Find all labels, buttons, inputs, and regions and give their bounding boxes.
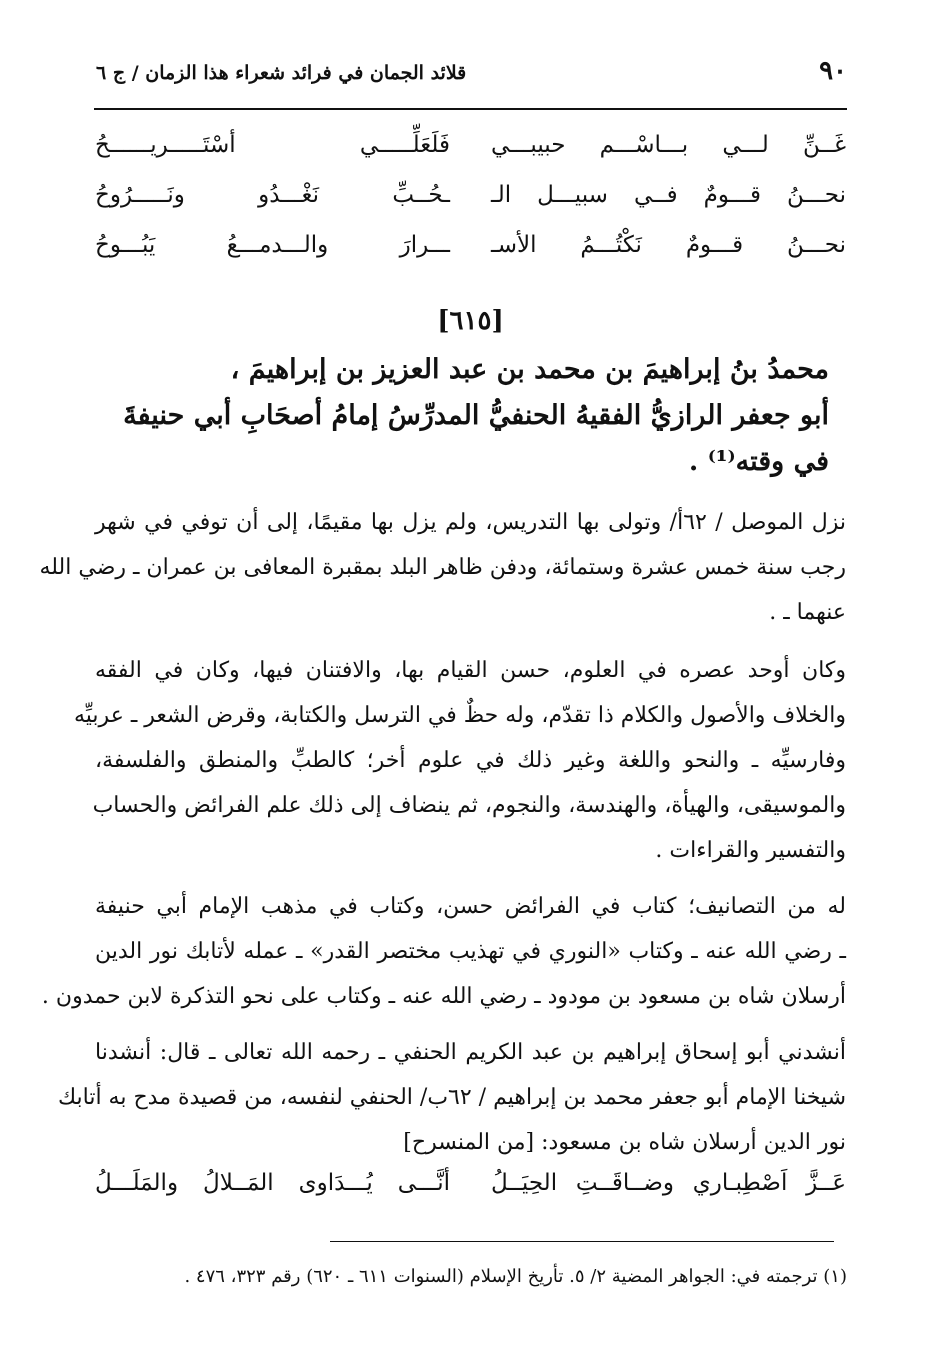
running-header-title: قلائد الجمان في فرائد شعراء هذا الزمان / ج ٦ — [96, 62, 467, 84]
entry-number: [٦١٥] — [437, 306, 504, 336]
header-rule — [94, 108, 847, 110]
paragraph-recitation — [57, 1030, 846, 1165]
final-verse-line — [95, 1170, 846, 1210]
text-line: وفارسيِّه ـ والنحو واللغة وغير ذلك في علوم أخر؛ كالطبِّ والمنطق والفلسفة، — [95, 748, 846, 773]
paragraph-works — [41, 884, 846, 1019]
text-line: وكان أوحد عصره في العلوم، حسن القيام بها، والافتنان فيها، وكان في الفقه — [95, 658, 846, 683]
verse-first-hemistich: نحـــنُ قـــومٌ فــي سبيـــل الـ — [491, 182, 846, 208]
verse-first-hemistich: عَــزَّ اَصْطِبـاري وضــاقَــتِ الحِيَــلُ — [491, 1170, 846, 1196]
text-line: أنشدني أبو إسحاق إبراهيم بن عبد الكريم الحنفي ـ رحمه الله تعالى ـ قال: أنشدنا — [95, 1040, 846, 1065]
verse-second-hemistich: ـحُــبِّ نَغْـــدُو ونَـــــرُوحُ — [95, 182, 450, 208]
text-line: والتفسير والقراءات . — [655, 838, 846, 863]
paragraph-death — [39, 500, 846, 635]
paragraph-scholarship — [74, 648, 846, 873]
text-line: أرسلان شاه بن مسعود بن مودود ـ رضي الله عنه ـ وكتاب على نحو التذكرة لابن حمدون . — [41, 984, 846, 1009]
text-line: رجب سنة خمس عشرة وستمائة، ودفن ظاهر البلد بمقبرة المعافى بن عمران ـ رضي الله — [39, 555, 846, 580]
verse-second-hemistich: أنَّـــى يُـــدَاوى المَــلالُ والمَلَـــلُ — [95, 1170, 450, 1196]
text-line: نور الدين أرسلان شاه بن مسعود: [من المنسرح] — [403, 1130, 846, 1155]
page-number: ٩٠ — [819, 56, 847, 86]
text-line: والموسيقى، والهيأة، والهندسة، والنجوم، ثم ينضاف إلى ذلك علم الفرائض والحساب — [92, 793, 846, 818]
text-line: شيخنا الإمام أبو جعفر محمد بن إبراهيم / ٦٢ب/ الحنفي لنفسه، من قصيدة مدح به أتابك — [57, 1085, 846, 1110]
text-line: نزل الموصل / ٦٢أ/ وتولى بها التدريس، ولم يزل بها مقيمًا، إلى أن توفي في شهر — [95, 510, 846, 535]
verse-line — [95, 132, 846, 172]
entry-title-line: محمدُ بنُ إبراهيمَ بن محمد بن عبد العزيز بن إبراهيمَ ، — [230, 354, 829, 385]
verse-second-hemistich: فَلَعَلِّـــــي أسْتَـــــريــــــحُ — [95, 132, 450, 158]
text-line: والخلاف والأصول والكلام ذا تقدّم، وله حظٌ في الترسل والكتابة، وقرض الشعر ـ عربيِّه — [74, 703, 846, 728]
entry-title-line: في وقته⁽¹⁾ . — [688, 446, 829, 477]
verse-first-hemistich: غَــنِّ لـــي بـــاسْـــم حبيبـــي — [491, 132, 846, 158]
verse-line — [95, 232, 846, 272]
verse-second-hemistich: ـــرارَ والـــدمـــعُ يَبُـــوحُ — [95, 232, 450, 258]
verse-line — [95, 182, 846, 222]
footnote: (١) ترجمته في: الجواهر المضية ٢/ ٥. تأريخ الإسلام (السنوات ٦١١ ـ ٦٢٠) رقم ٣٢٣، ٤٧٦ . — [184, 1266, 847, 1287]
footnote-rule — [330, 1241, 834, 1242]
text-line: له من التصانيف؛ كتاب في الفرائض حسن، وكتاب في مذهب الإمام أبي حنيفة — [95, 894, 846, 919]
text-line: ـ رضي الله عنه ـ وكتاب «النوري في تهذيب مختصر القدر» ـ عمله لأتابك نور الدين — [95, 939, 846, 964]
text-line: عنهما ـ . — [769, 600, 846, 625]
verse-first-hemistich: نحـــنُ قـــومٌ نَكْتُـــمُ الأسـ — [491, 232, 846, 258]
entry-title-line: أبو جعفر الرازيُّ الفقيهُ الحنفيُّ المدرِّسُ إمامُ أصحَابِ أبي حنيفةَ — [123, 400, 829, 431]
